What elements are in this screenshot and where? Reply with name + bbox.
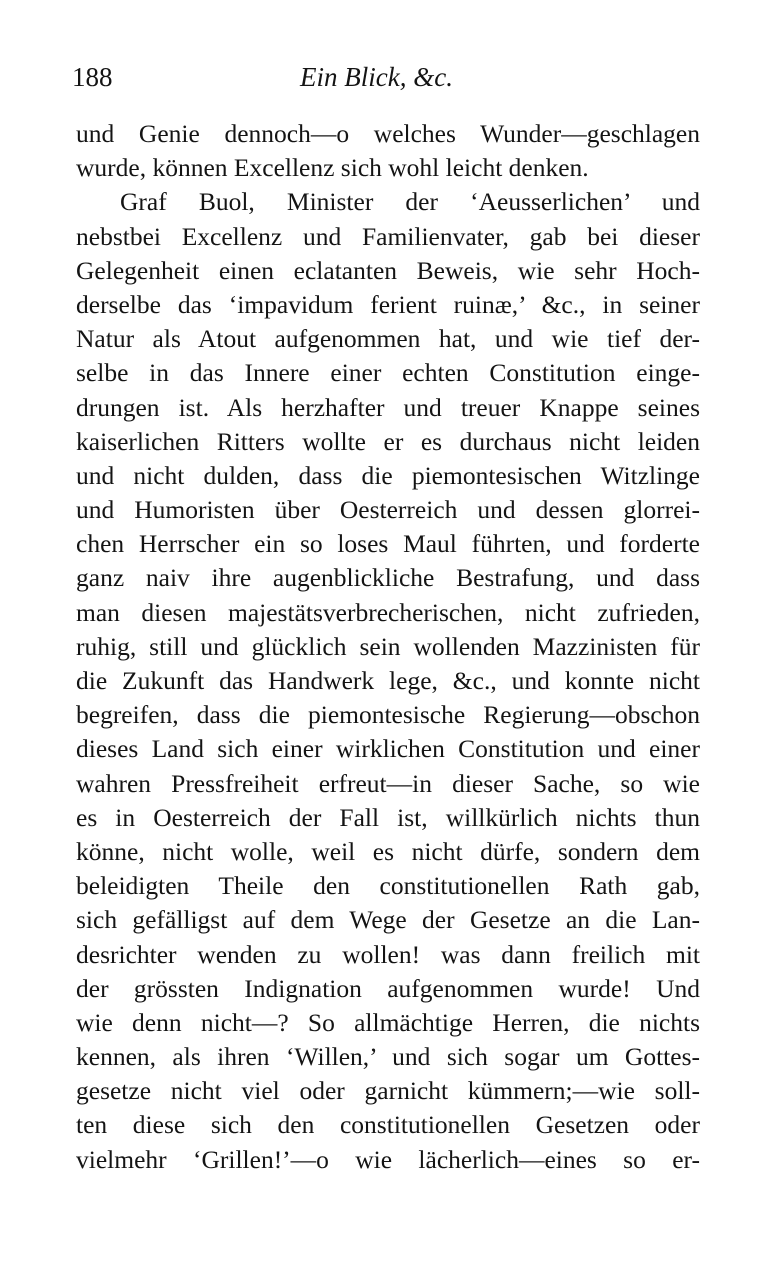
text-line: ruhig, still und glücklich sein wollenden Mazzinisten für (76, 631, 700, 661)
text-line: kennen, als ihren ‘Willen,’ und sich sogar um Gottes- (76, 1042, 700, 1072)
text-line: nebstbei Excellenz und Familienvater, gab bei dieser (76, 221, 700, 251)
text-line: und Humoristen über Oesterreich und dessen glorrei- (76, 495, 700, 525)
text-line: ganz naiv ihre augenblickliche Bestrafung, und dass (76, 563, 700, 593)
text-line: man diesen majestätsverbrecherischen, nicht zufrieden, (76, 597, 700, 627)
text-line: vielmehr ‘Grillen!’—o wie lächerlich—eines so er- (76, 1144, 700, 1174)
body-text (76, 117, 700, 1177)
text-line: die Zukunft das Handwerk lege, &c., und konnte nicht (76, 666, 700, 695)
text-line: dieses Land sich einer wirklichen Constitution und einer (76, 734, 700, 764)
text-line: desrichter wenden zu wollen! was dann freilich mit (76, 939, 700, 969)
text-line: selbe in das Innere einer echten Constitution einge- (76, 358, 700, 388)
text-line: begreifen, dass die piemontesische Regierung—obschon (76, 700, 700, 730)
text-line: derselbe das ‘impavidum ferient ruinæ,’ &c., in seiner (76, 289, 700, 319)
text-line: Gelegenheit einen eclatanten Beweis, wie sehr Hoch- (76, 255, 700, 285)
text-line: beleidigten Theile den constitutionellen Rath gab, (76, 871, 700, 901)
text-line: könne, nicht wolle, weil es nicht dürfe, sondern dem (76, 836, 700, 866)
text-line: gesetze nicht viel oder garnicht kümmern;—wie soll- (76, 1076, 700, 1106)
text-line: ten diese sich den constitutionellen Gesetzen oder (76, 1110, 700, 1140)
text-line: und Genie dennoch—o welches Wunder—geschlagen (76, 119, 700, 148)
text-line: wahren Pressfreiheit erfreut—in dieser Sache, so wie (76, 768, 700, 798)
text-line: Natur als Atout aufgenommen hat, und wie tief der- (76, 324, 700, 354)
text-line: und nicht dulden, dass die piemontesischen Witzlinge (76, 460, 700, 490)
page-number: 188 (72, 62, 113, 92)
text-line: wie denn nicht—? So allmächtige Herren, die nichts (76, 1007, 700, 1037)
text-line: sich gefälligst auf dem Wege der Gesetze an die Lan- (76, 905, 700, 935)
text-line: drungen ist. Als herzhafter und treuer Knappe seines (76, 392, 700, 422)
text-line: chen Herrscher ein so loses Maul führten, und forderte (76, 529, 700, 559)
text-line: kaiserlichen Ritters wollte er es durchaus nicht leiden (76, 426, 700, 456)
text-line: der grössten Indignation aufgenommen wurde! Und (76, 973, 700, 1003)
running-head: Ein Blick, &c. (300, 62, 453, 92)
text-line: Graf Buol, Minister der ‘Aeusserlichen’ und (120, 187, 700, 217)
text-line: wurde, können Excellenz sich wohl leicht denken. (76, 153, 589, 183)
text-line: es in Oesterreich der Fall ist, willkürlich nichts thun (76, 802, 700, 832)
